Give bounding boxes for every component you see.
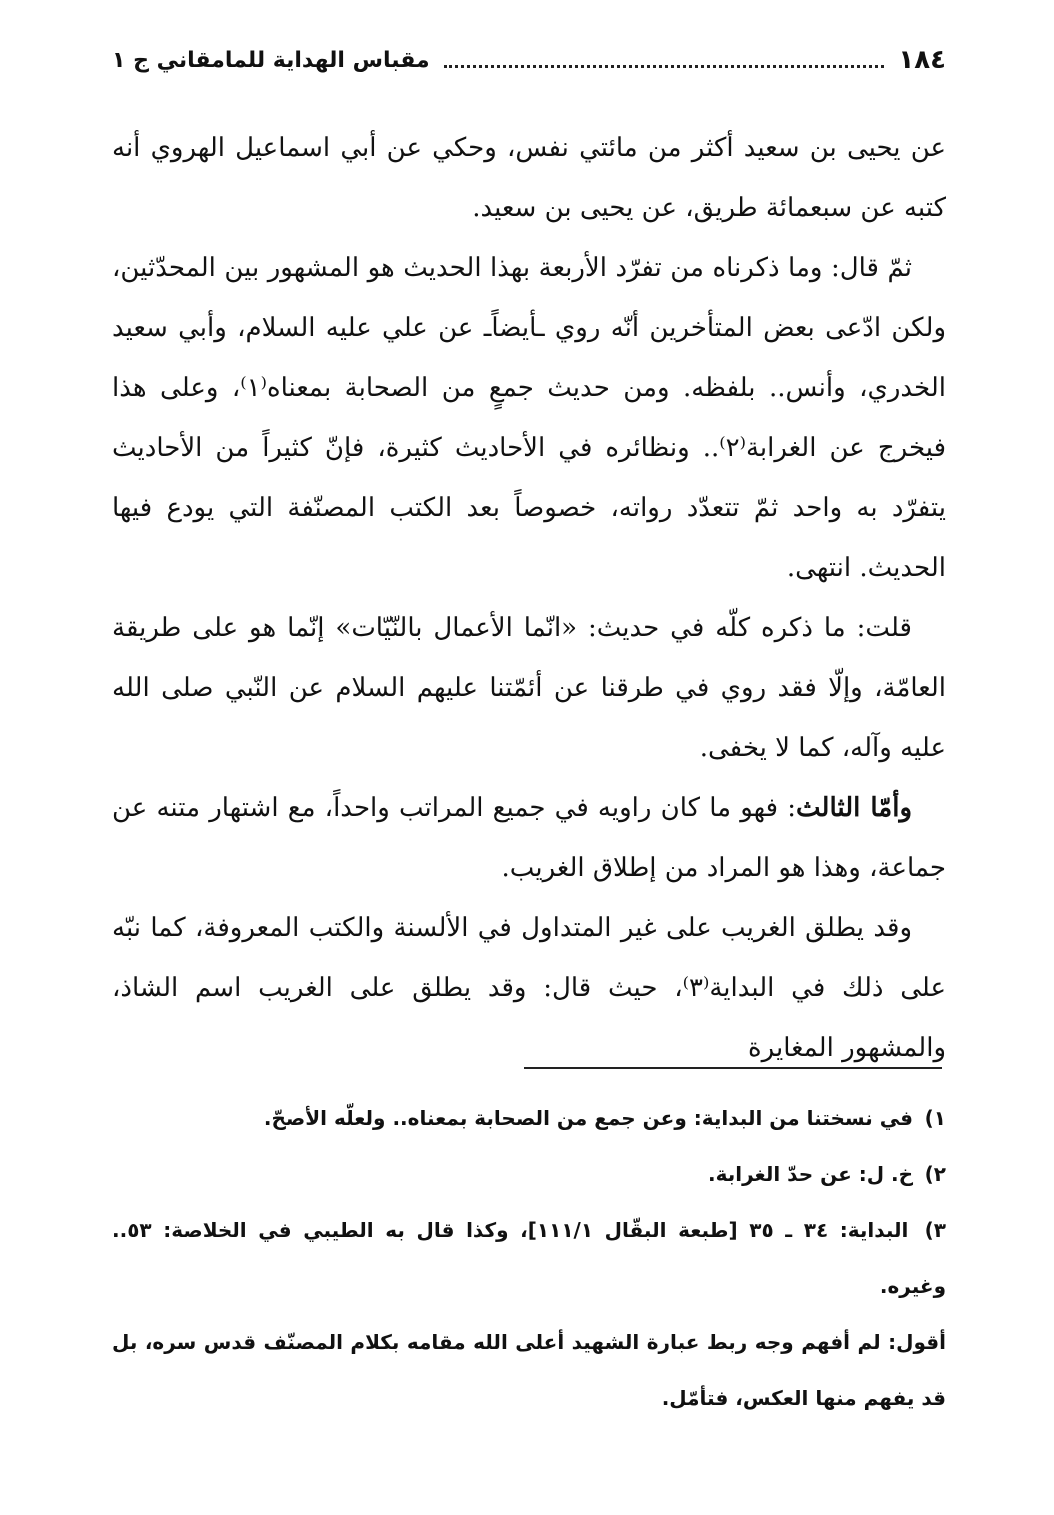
paragraph-5: وقد يطلق الغريب على غير المتداول في الألسنة والكتب المعروفة، كما نبّه على ذلك في البداية⁽٣⁾، حيث قال: وقد يطلق على الغريب اسم الشاذ، والمشهور المغايرة [112, 913, 946, 1063]
paragraph-1: عن يحيى بن سعيد أكثر من مائتي نفس، وحكي عن أبي اسماعيل الهروي أنه كتبه عن سبعمائة طريق، عن يحيى بن سعيد. [112, 133, 946, 223]
footnote-2-number: ٢) [924, 1162, 946, 1186]
footnote-note: أقول: لم أفهم وجه ربط عبارة الشهيد أعلى الله مقامه بكلام المصنّف قدس سره، بل قد يفهم منها العكس، فتأمّل. [112, 1330, 946, 1410]
page-number: ١٨٤ [898, 45, 946, 75]
footnote-3 [112, 1202, 946, 1314]
footnote-1-text: في نسختنا من البداية: وعن جمع من الصحابة بمعناه.. ولعلّه الأصحّ. [263, 1106, 914, 1130]
section-heading-third: وأمّا الثالث [796, 793, 912, 823]
footnote-2 [112, 1146, 946, 1202]
page-header [112, 38, 946, 82]
footnotes [112, 1090, 946, 1426]
running-title: مقباس الهداية للمامقاني ج ١ [112, 47, 430, 73]
footnote-3-number: ٣) [924, 1218, 946, 1242]
footnote-1-number: ١) [924, 1106, 946, 1130]
footnote-2-text: خ. ل: عن حدّ الغرابة. [708, 1162, 914, 1186]
paragraph-4-text: : فهو ما كان راويه في جميع المراتب واحداً، مع اشتهار متنه عن جماعة، وهذا هو المراد من إطلاق الغريب. [112, 793, 946, 883]
footnote-3-text: البداية: ٣٤ ـ ٣٥ [طبعة البقّال ١١١/١]، وكذا قال به الطيبي في الخلاصة: ٥٣.. وغيره. [112, 1218, 946, 1298]
header-dotted-leader [444, 65, 885, 68]
paragraph-4 [112, 778, 946, 898]
footnote-1 [112, 1090, 946, 1146]
paragraph-3: قلت: ما ذكره كلّه في حديث: «انّما الأعمال بالنّيّات» إنّما هو على طريقة العامّة، وإلّا فقد روي في طرقنا عن أئمّتنا عليهم السلام عن النّبي صلى الله عليه وآله، كما لا يخفى. [112, 613, 946, 763]
footnote-separator [524, 1067, 942, 1069]
paragraph-2: ثمّ قال: وما ذكرناه من تفرّد الأربعة بهذا الحديث هو المشهور بين المحدّثين، ولكن ادّعى بعض المتأخرين أنّه روي ـأيضاًـ عن علي عليه السلام، وأبي سعيد الخدري، وأنس.. بلفظه. ومن حديث جمعٍ من الصحابة بمعناه⁽١⁾، وعلى هذا فيخرج عن الغرابة⁽٢⁾.. ونظائره في الأحاديث كثيرة، فإنّ كثيراً من الأحاديث يتفرّد به واحد ثمّ تتعدّد رواته، خصوصاً بعد الكتب المصنّفة التي يودع فيها الحديث. انتهى. [112, 253, 947, 583]
main-text [112, 118, 946, 1078]
